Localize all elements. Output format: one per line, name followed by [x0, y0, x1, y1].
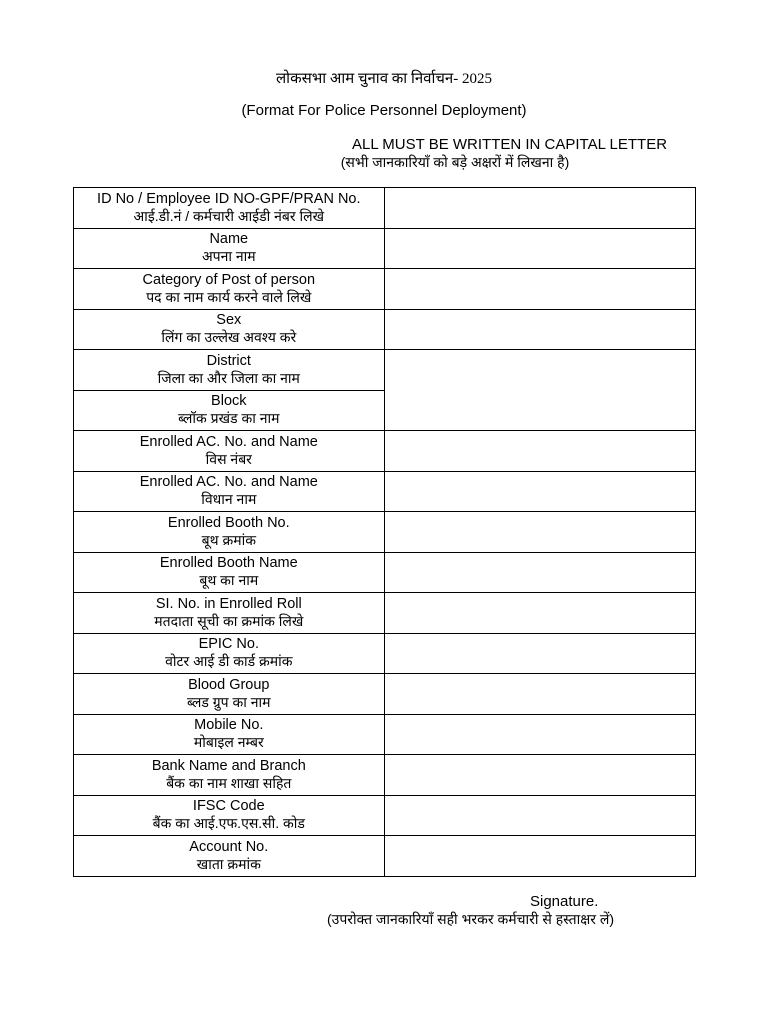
label-hindi: ब्लड ग्रुप का नाम	[187, 693, 271, 710]
label-english: Enrolled Booth Name	[159, 555, 298, 572]
label-english: IFSC Code	[192, 798, 265, 815]
label-english: Block	[211, 393, 247, 410]
field-label	[74, 836, 385, 877]
label-english: Enrolled Booth No.	[167, 514, 290, 531]
field-value-cell[interactable]	[384, 188, 695, 229]
table-row	[74, 471, 696, 512]
label-english: EPIC No.	[198, 636, 259, 653]
field-label	[74, 350, 385, 391]
field-value-cell[interactable]	[384, 552, 695, 593]
field-value-cell[interactable]	[384, 269, 695, 310]
field-value-cell[interactable]	[384, 674, 695, 715]
table-row	[74, 836, 696, 877]
label-english: Account No.	[189, 838, 269, 855]
field-value-cell[interactable]	[384, 593, 695, 634]
label-hindi: विधान नाम	[201, 491, 257, 508]
label-english: Bank Name and Branch	[151, 757, 306, 774]
document-subtitle: (Format For Police Personnel Deployment)	[241, 102, 527, 119]
field-value-cell-merged[interactable]	[384, 350, 695, 431]
field-label	[74, 390, 385, 431]
table-row	[74, 552, 696, 593]
label-english: District	[206, 352, 251, 369]
table-row	[74, 512, 696, 553]
field-label	[74, 188, 385, 229]
table-row	[74, 714, 696, 755]
table-row	[74, 431, 696, 472]
table-row	[74, 350, 696, 391]
table-row	[74, 593, 696, 634]
field-label	[74, 552, 385, 593]
table-row	[74, 755, 696, 796]
document-title: लोकसभा आम चुनाव का निर्वाचन- 2025	[276, 71, 492, 87]
label-hindi: आई.डी.नं / कर्मचारी आईडी नंबर लिखे	[133, 207, 325, 224]
label-hindi: अपना नाम	[201, 248, 256, 265]
label-hindi: मतदाता सूची का क्रमांक लिखे	[154, 612, 304, 629]
field-value-cell[interactable]	[384, 836, 695, 877]
field-label	[74, 714, 385, 755]
field-label	[74, 512, 385, 553]
label-hindi: वोटर आई डी कार्ड क्रमांक	[165, 653, 293, 670]
label-hindi: मोबाइल नम्बर	[193, 734, 264, 751]
label-hindi: पद का नाम कार्य करने वाले लिखे	[146, 288, 312, 305]
label-english: Mobile No.	[194, 717, 264, 734]
label-english: Category of Post of person	[142, 271, 316, 288]
label-hindi: जिला का और जिला का नाम	[157, 369, 300, 386]
label-hindi: बूथ का नाम	[199, 572, 259, 589]
label-hindi: विस नंबर	[205, 450, 252, 467]
field-value-cell[interactable]	[384, 431, 695, 472]
label-english: Blood Group	[188, 676, 270, 693]
table-row	[74, 228, 696, 269]
field-label	[74, 228, 385, 269]
field-label	[74, 795, 385, 836]
field-value-cell[interactable]	[384, 633, 695, 674]
table-row	[74, 633, 696, 674]
signature-note-hindi: (उपरोक्त जानकारियाँ सही भरकर कर्मचारी से हस्ताक्षर लें)	[327, 911, 615, 927]
field-label	[74, 633, 385, 674]
table-row	[74, 309, 696, 350]
field-value-cell[interactable]	[384, 795, 695, 836]
label-english: Name	[209, 231, 249, 248]
label-english: SI. No. in Enrolled Roll	[155, 595, 302, 612]
label-english: Sex	[216, 312, 242, 329]
table-row	[74, 269, 696, 310]
table-row	[74, 188, 696, 229]
table-row	[74, 795, 696, 836]
label-hindi: बूथ क्रमांक	[201, 531, 256, 548]
label-hindi: बैंक का नाम शाखा सहित	[166, 774, 292, 791]
label-hindi: ब्लॉक प्रखंड का नाम	[178, 410, 280, 427]
field-value-cell[interactable]	[384, 309, 695, 350]
capital-letter-instruction: ALL MUST BE WRITTEN IN CAPITAL LETTER	[352, 136, 668, 153]
capital-letter-instruction-hindi: (सभी जानकारियाँ को बड़े अक्षरों में लिखना है)	[340, 154, 570, 170]
field-value-cell[interactable]	[384, 512, 695, 553]
field-label	[74, 309, 385, 350]
label-english: Enrolled AC. No. and Name	[139, 433, 318, 450]
field-label	[74, 593, 385, 634]
field-label	[74, 755, 385, 796]
label-hindi: बैंक का आई.एफ.एस.सी. कोड	[152, 815, 305, 832]
label-english: ID No / Employee ID NO-GPF/PRAN No.	[97, 190, 361, 207]
signature-label: Signature.	[530, 893, 599, 910]
field-value-cell[interactable]	[384, 755, 695, 796]
label-hindi: लिंग का उल्लेख अवश्य करे	[161, 329, 297, 346]
field-label	[74, 431, 385, 472]
label-hindi: खाता क्रमांक	[196, 855, 261, 872]
field-value-cell[interactable]	[384, 228, 695, 269]
table-row	[74, 674, 696, 715]
field-value-cell[interactable]	[384, 471, 695, 512]
field-value-cell[interactable]	[384, 714, 695, 755]
field-label	[74, 269, 385, 310]
field-label	[74, 674, 385, 715]
deployment-form-table	[73, 187, 696, 877]
label-english: Enrolled AC. No. and Name	[139, 474, 318, 491]
field-label	[74, 471, 385, 512]
